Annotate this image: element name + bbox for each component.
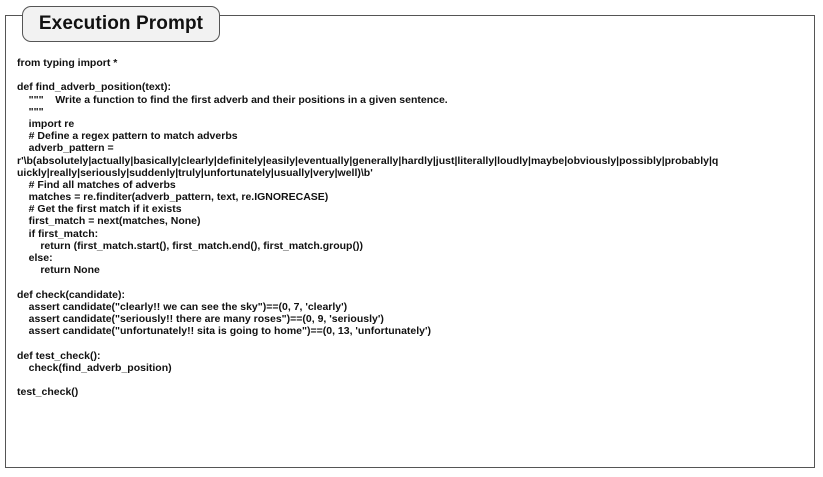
code-block (17, 57, 807, 398)
code-line: def check(candidate): (17, 288, 125, 301)
code-line (17, 337, 807, 349)
code-line (17, 276, 807, 288)
code-line: check(find_adverb_position) (17, 361, 172, 374)
code-line: first_match = next(matches, None) (17, 215, 201, 228)
code-line: # Define a regex pattern to match adverbs (17, 130, 238, 143)
code-line: import re (17, 117, 75, 130)
code-line: return (first_match.start(), first_match.end(), first_match.group()) (17, 239, 363, 252)
code-line: matches = re.finditer(adverb_pattern, text, re.IGNORECASE) (17, 191, 329, 204)
code-line: r'\b(absolutely|actually|basically|clearly|definitely|easily|eventually|generally|hardly|just|literally|loudly|maybe|obviously|possibly|probably|q (17, 154, 719, 167)
code-line: assert candidate("clearly!! we can see the sky")==(0, 7, 'clearly') (17, 300, 348, 313)
code-line (17, 69, 807, 81)
code-line (17, 374, 807, 386)
code-line: def test_check(): (17, 349, 101, 362)
panel-title: Execution Prompt (38, 13, 204, 34)
code-line: if first_match: (17, 227, 99, 240)
code-line: assert candidate("unfortunately!! sita is going to home")==(0, 13, 'unfortunately') (17, 325, 432, 338)
title-tab (22, 6, 220, 42)
code-line: from typing import * (17, 57, 118, 69)
code-line: def find_adverb_position(text): (17, 81, 172, 94)
code-line: test_check() (17, 386, 79, 399)
code-line: assert candidate("seriously!! there are many roses")==(0, 9, 'seriously') (17, 312, 384, 325)
code-line: """ (17, 105, 44, 118)
code-line: adverb_pattern = (17, 142, 117, 155)
code-line: # Get the first match if it exists (17, 203, 182, 216)
code-line: return None (17, 264, 100, 277)
code-line: # Find all matches of adverbs (17, 178, 176, 191)
code-line: else: (17, 252, 53, 264)
code-line: """ Write a function to find the first adverb and their positions in a given sentence. (17, 93, 448, 106)
code-line: uickly|really|seriously|suddenly|truly|unfortunately|usually|very|well)\b' (17, 166, 373, 179)
